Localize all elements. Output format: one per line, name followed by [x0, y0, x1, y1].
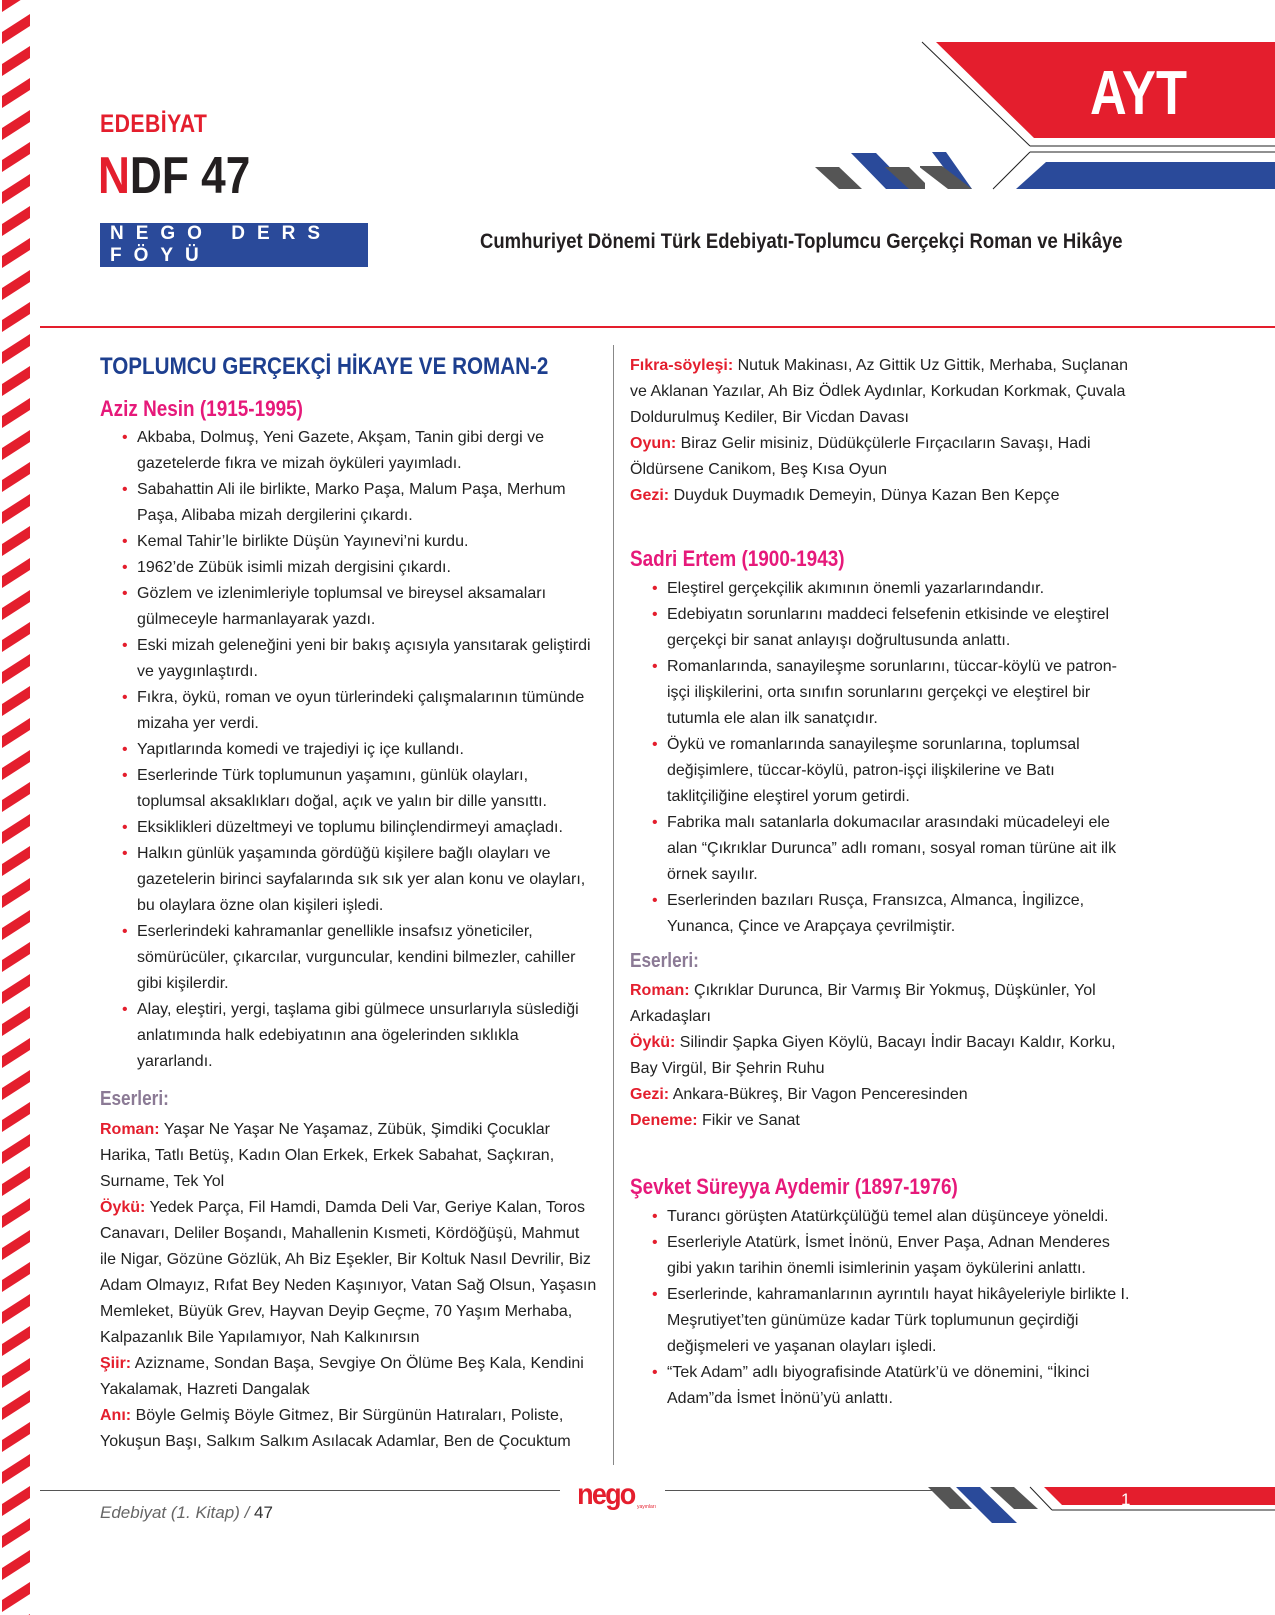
works-list: Nutuk Makinası, Az Gittik Uz Gittik, Merhaba, Suçlanan ve Aklanan Yazılar, Ah Biz Ödlek Aydınlar, Korkudan Korkmak, Çuvala Doldurulmuş Kediler, Bir Vicdan Davası [630, 357, 1128, 426]
works-list: Fikir ve Sanat [702, 1112, 800, 1129]
bullet-item: • Fabrika malı satanlarla dokumacılar arasındaki mücadeleyi ele alan “Çıkrıklar Durunca” adlı romanı, sosyal roman türüne ait ilk örnek sayılır. [652, 810, 1130, 888]
sevket-sureyya-bullets [630, 1204, 1130, 1412]
exam-label: AYT [1090, 59, 1188, 128]
section-title: TOPLUMCU GERÇEKÇİ HİKAYE VE ROMAN-2 [100, 353, 549, 380]
bullet-item: • Romanlarında, sanayileşme sorunlarını, tüccar-köylü ve patron-işçi ilişkilerini, orta sınıfın sorunlarını gerçekçi ve eleştirel bir tutumla ele alan ilk sanatçıdır. [652, 654, 1130, 732]
decorative-slashes [815, 150, 925, 190]
stripe [2, 1070, 30, 1100]
bullet-item: • Eserlerinde, kahramanlarının ayrıntılı hayat hikâyeleriyle birlikte I. Meşrutiyet’ten günümüze kadar Türk toplumunun geçirdiği değişmeleri ve yaşanan olayları işledi. [652, 1282, 1130, 1360]
stripe [2, 1262, 30, 1292]
author-heading-aziz-nesin: Aziz Nesin (1915-1995) [100, 396, 303, 421]
header-rule [40, 326, 1275, 328]
works-list: Böyle Gelmiş Böyle Gitmez, Bir Sürgünün Hatıraları, Poliste, Yokuşun Başı, Salkım Salkım Asılacak Adamlar, Ben de Çocuktum [100, 1407, 571, 1450]
stripe [2, 846, 30, 876]
bullet-item: • Eleştirel gerçekçilik akımının önemli yazarlarındandır. [652, 576, 1130, 602]
works-genre-label: Gezi: [630, 487, 670, 504]
works-entry [100, 1117, 598, 1195]
bullet-item: • Kemal Tahir’le birlikte Düşün Yayınevi’ni kurdu. [122, 529, 598, 555]
stripe [2, 1454, 30, 1484]
bullet-item: • Fıkra, öykü, roman ve oyun türlerindeki çalışmalarının tümünde mizaha yer verdi. [122, 685, 598, 737]
stripe [2, 238, 30, 268]
works-genre-label: Gezi: [630, 1086, 670, 1103]
stripe [2, 1518, 30, 1548]
bullet-item: • 1962’de Zübük isimli mizah dergisini çıkardı. [122, 555, 598, 581]
stripe [2, 1390, 30, 1420]
stripe [2, 1358, 30, 1388]
works-entry [630, 431, 1130, 483]
stripe [2, 686, 30, 716]
publisher-logo-sub: yayınları [637, 1504, 656, 1510]
stripe [2, 526, 30, 556]
stripe [2, 1422, 30, 1452]
works-entry [630, 978, 1130, 1030]
works-list: Yaşar Ne Yaşar Ne Yaşamaz, Zübük, Şimdiki Çocuklar Harika, Tatlı Betüş, Kadın Olan Erkek, Erkek Sabahat, Saçkıran, Surname, Tek Yol [100, 1121, 555, 1190]
works-list: Yedek Parça, Fil Hamdi, Damda Deli Var, Geriye Kalan, Toros Canavarı, Deliler Boşandı, Mahallenin Kısmeti, Kördöğüşü, Mahmut ile Nigar, Gözüne Gözlük, Ah Biz Eşekler, Bir Koltuk Nasıl Devrilir, Biz Adam Olmayız, Rıfat Bey Neden Kaşınıyor, Vatan Sağ Olsun, Yaşasın Memleket, Büyük Grev, Hayvan Deyip Geçme, 70 Yaşım Merhaba, Kalpazanlık Bile Yapılamıyor, Nah Kalkınırsın [100, 1199, 597, 1346]
footer-banner [920, 1485, 1275, 1530]
subject-label: EDEBİYAT [100, 110, 208, 138]
stripe [2, 590, 30, 620]
stripe [2, 750, 30, 780]
aziz-nesin-bullets [100, 425, 598, 1075]
works-heading-2: Eserleri: [630, 950, 699, 972]
bullet-item: • Turancı görüşten Atatürkçülüğü temel alan düşünceye yöneldi. [652, 1204, 1130, 1230]
bullet-item: • Eski mizah geleneğini yeni bir bakış açısıyla yansıtarak geliştirdi ve yaygınlaştırdı. [122, 633, 598, 685]
works-list: Azizname, Sondan Başa, Sevgiye On Ölüme Beş Kala, Kendini Yakalamak, Hazreti Dangalak [100, 1355, 584, 1398]
stripe [2, 430, 30, 460]
stripe [2, 1102, 30, 1132]
works-entry [630, 353, 1130, 431]
page-number: 1 [1121, 1490, 1131, 1509]
stripe [2, 1134, 30, 1164]
bullet-item: • Halkın günlük yaşamında gördüğü kişilere bağlı olayları ve gazetelerin birinci sayfalarında sık sık yer alan konu ve olayları, bu olaylara özne olan kişileri işledi. [122, 841, 598, 919]
bullet-item: • Yapıtlarında komedi ve trajediyi iç içe kullandı. [122, 737, 598, 763]
bullet-item: • Eksiklikleri düzeltmeyi ve toplumu bilinçlendirmeyi amaçladı. [122, 815, 598, 841]
stripe [2, 782, 30, 812]
stripe [2, 1486, 30, 1516]
stripe [2, 142, 30, 172]
bullet-item: • Eserlerindeki kahramanlar genellikle insafsız yöneticiler, sömürücüler, çıkarcılar, vurguncular, kendini bilmezler, cahiller gibi kişilerdir. [122, 919, 598, 997]
stripe [2, 1326, 30, 1356]
sadri-ertem-bullets [630, 576, 1130, 940]
works-genre-label: Fıkra-söyleşi: [630, 357, 734, 374]
stripe [2, 206, 30, 236]
works-genre-label: Şiir: [100, 1355, 132, 1372]
code-prefix: N [98, 147, 130, 205]
topic-title: Cumhuriyet Dönemi Türk Edebiyatı-Toplumcu Gerçekçi Roman ve Hikâye [480, 230, 1123, 253]
works-genre-label: Oyun: [630, 435, 677, 452]
code-rest: DF 47 [129, 147, 251, 205]
publisher-logo: nego [577, 1478, 635, 1511]
bullet-item: • Alay, eleştiri, yergi, taşlama gibi gülmece unsurlarıyla süslediği anlatımında halk edebiyatının ana ögelerinden sıklıkla yararlandı. [122, 997, 598, 1075]
works-entry [100, 1195, 598, 1351]
author-heading-sevket-sureyya: Şevket Süreyya Aydemir (1897-1976) [630, 1174, 958, 1199]
bullet-item: • Öykü ve romanlarında sanayileşme sorunlarına, toplumsal değişimlere, tüccar-köylü, patron-işçi ilişkilerine ve Batı taklitçiliğine eleştirel yorum getirdi. [652, 732, 1130, 810]
stripe [2, 558, 30, 588]
stripe [2, 366, 30, 396]
works-list: Silindir Şapka Giyen Köylü, Bacayı İndir Bacayı Kaldır, Korku, Bay Virgül, Bir Şehrin Ruhu [630, 1034, 1116, 1077]
footer-rule [40, 1490, 560, 1491]
footer-book-title: Edebiyat (1. Kitap) / [100, 1503, 250, 1522]
stripe [2, 46, 30, 76]
bullet-item: • Eserlerinde Türk toplumunun yaşamını, günlük olayları, toplumsal aksaklıkları doğal, açık ve yalın bir dille yansıttı. [122, 763, 598, 815]
footer-rule [665, 1490, 945, 1491]
stripe [2, 0, 30, 12]
stripe [2, 1166, 30, 1196]
stripe [2, 110, 30, 140]
bullet-item: • Gözlem ve izlenimleriyle toplumsal ve bireysel aksamaları gülmeceyle harmanlayarak yazdı. [122, 581, 598, 633]
works-genre-label: Öykü: [100, 1199, 146, 1216]
works-entry [100, 1403, 598, 1455]
stripe [2, 174, 30, 204]
works-list: Biraz Gelir misiniz, Düdükçülerle Fırçacıların Savaşı, Hadi Öldürsene Canikom, Beş Kısa Oyun [630, 435, 1091, 478]
footer-book-page: 47 [254, 1503, 273, 1522]
works-entry [100, 1351, 598, 1403]
stripe [2, 622, 30, 652]
works-genre-label: Roman: [100, 1121, 160, 1138]
stripe [2, 494, 30, 524]
works-genre-label: Öykü: [630, 1034, 676, 1051]
works-list: Çıkrıklar Durunca, Bir Varmış Bir Yokmuş, Düşkünler, Yol Arkadaşları [630, 982, 1096, 1025]
stripe [2, 302, 30, 332]
stripe [2, 1230, 30, 1260]
stripe [2, 718, 30, 748]
stripe [2, 334, 30, 364]
bullet-item: • Eserlerinden bazıları Rusça, Fransızca, Almanca, İngilizce, Yunanca, Çince ve Arapçaya çevrilmiştir. [652, 888, 1130, 940]
footer-book-label [100, 1503, 273, 1523]
works-entry [630, 1030, 1130, 1082]
column-divider [613, 345, 614, 1465]
sadri-ertem-works [630, 978, 1130, 1134]
works-genre-label: Anı: [100, 1407, 132, 1424]
stripe [2, 270, 30, 300]
works-list: Duyduk Duymadık Demeyin, Dünya Kazan Ben Kepçe [673, 487, 1060, 504]
bullet-item: • Edebiyatın sorunlarını maddeci felsefenin etkisinde ve eleştirel gerçekçi bir sanat anlayışı doğrultusunda anlattı. [652, 602, 1130, 654]
author-heading-sadri-ertem: Sadri Ertem (1900-1943) [630, 546, 845, 571]
stripe [2, 1038, 30, 1068]
works-entry [630, 1108, 1130, 1134]
stripe [2, 398, 30, 428]
works-genre-label: Deneme: [630, 1112, 698, 1129]
works-entry [630, 1082, 1130, 1108]
document-code [98, 147, 251, 205]
stripe [2, 1550, 30, 1580]
stripe [2, 942, 30, 972]
stripe [2, 1198, 30, 1228]
works-genre-label: Roman: [630, 982, 690, 999]
stripe [2, 462, 30, 492]
stripe [2, 878, 30, 908]
stripe [2, 14, 30, 44]
stripe [2, 1582, 30, 1612]
bullet-item: • Akbaba, Dolmuş, Yeni Gazete, Akşam, Tanin gibi dergi ve gazetelerde fıkra ve mizah öyküleri yayımladı. [122, 425, 598, 477]
stripe [2, 78, 30, 108]
stripe [2, 1006, 30, 1036]
stripe [2, 654, 30, 684]
stripe [2, 814, 30, 844]
stripe [2, 910, 30, 940]
bullet-item: • “Tek Adam” adlı biyografisinde Atatürk’ü ve dönemini, “İkinci Adam”da İsmet İnönü’yü anlattı. [652, 1360, 1130, 1412]
works-list: Ankara-Bükreş, Bir Vagon Penceresinden [672, 1086, 968, 1103]
decorative-stripe-border [0, 0, 34, 1615]
stripe [2, 1294, 30, 1324]
series-badge: NEGO DERS FÖYÜ [100, 223, 368, 267]
aziz-nesin-works [100, 1117, 598, 1455]
stripe [2, 974, 30, 1004]
works-heading: Eserleri: [100, 1088, 169, 1110]
works-entry [630, 483, 1130, 509]
bullet-item: • Sabahattin Ali ile birlikte, Marko Paşa, Malum Paşa, Merhum Paşa, Alibaba mizah dergilerini çıkardı. [122, 477, 598, 529]
aziz-nesin-works-continued [630, 353, 1130, 509]
bullet-item: • Eserleriyle Atatürk, İsmet İnönü, Enver Paşa, Adnan Menderes gibi yakın tarihin önemli isimlerinin yaşam öykülerini anlattı. [652, 1230, 1130, 1282]
